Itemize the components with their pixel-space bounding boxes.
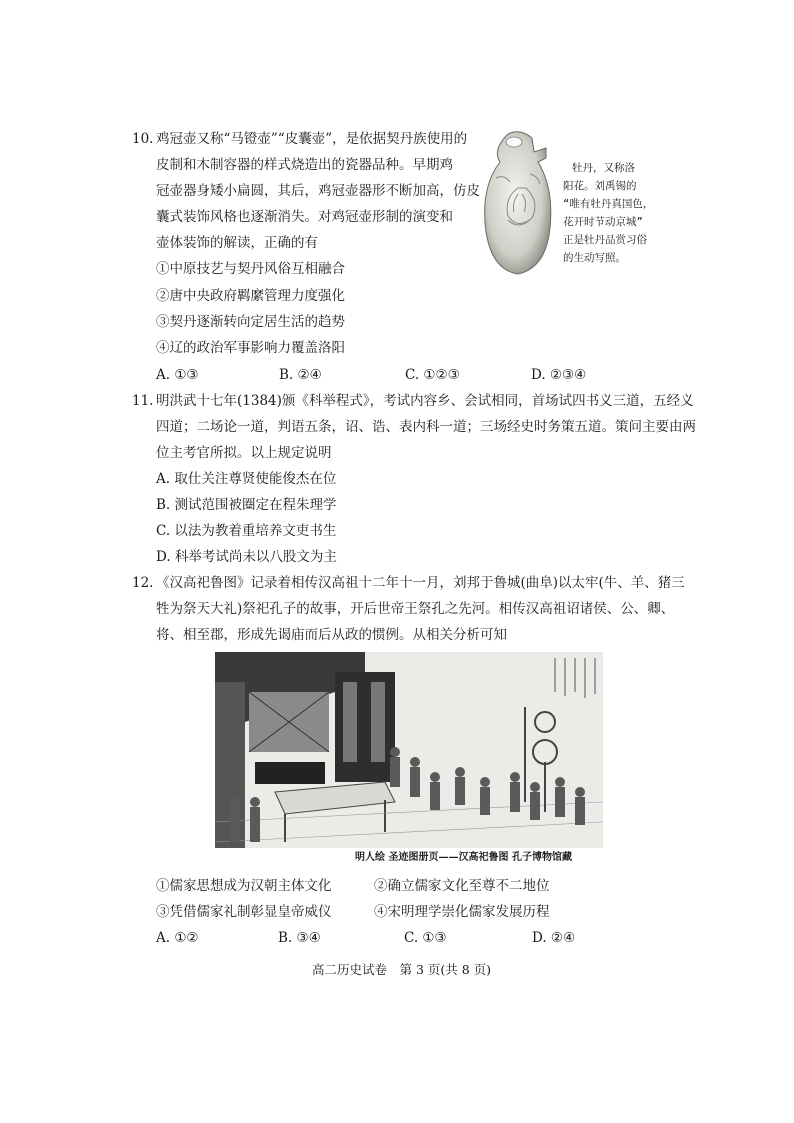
q10-option-3: ③契丹逐渐转向定居生活的趋势 — [156, 314, 345, 330]
q12-answer-c: C. ①③ — [404, 930, 447, 946]
q12-answer-d: D. ②④ — [532, 930, 576, 946]
q10-note-line-6: 的生动写照。 — [563, 252, 626, 264]
painting-caption: 明人绘 圣迹图册页——汉高祀鲁图 孔子博物馆藏 — [355, 852, 572, 863]
q10-option-4: ④辽的政治军事影响力覆盖洛阳 — [156, 340, 345, 356]
q10-note-line-5: 正是牡丹品赏习俗 — [563, 234, 647, 246]
q10-stem-line-5: 壶体装饰的解读，正确的有 — [156, 235, 318, 251]
q10-stem-line-3: 冠壶器身矮小扁圆，其后，鸡冠壶器形不断加高，仿皮 — [156, 183, 480, 199]
q10-answer-a: A. ①③ — [156, 367, 199, 383]
cockscomb-pot-image — [478, 128, 558, 278]
q11-answer-a: A. 取仕关注尊贤使能俊杰在位 — [156, 471, 337, 487]
q11-number: 11. — [132, 393, 154, 409]
q12-stem-line-1: 《汉高祀鲁图》记录着相传汉高祖十二年十一月，刘邦于鲁城(曲阜)以太牢(牛、羊、猪三 — [156, 575, 685, 591]
q12-answer-a: A. ①② — [156, 930, 199, 946]
q11-stem-line-1: 明洪武十七年(1384)颁《科举程式》，考试内容乡、会试相同，首场试四书义三道，五经义 — [156, 393, 694, 409]
q12-option-1: ①儒家思想成为汉朝主体文化 — [156, 878, 332, 894]
q11-answer-d: D. 科举考试尚未以八股文为主 — [156, 549, 337, 565]
q10-option-1: ①中原技艺与契丹风俗互相融合 — [156, 261, 345, 277]
q10-number: 10. — [132, 131, 154, 147]
painting-drawing — [215, 652, 603, 864]
q10-stem-line-4: 囊式装饰风格也逐渐消失。对鸡冠壶形制的演变和 — [156, 209, 453, 225]
q12-option-2: ②确立儒家文化至尊不二地位 — [374, 878, 550, 894]
q10-note-line-2: 阳花。刘禹锡的 — [563, 180, 637, 192]
han-gaozu-sacrifice-painting — [215, 652, 603, 864]
q12-stem-line-2: 牲为祭天大礼)祭祀孔子的故事，开后世帝王祭孔之先河。相传汉高祖诏诸侯、公、卿、 — [156, 601, 675, 617]
q10-stem-line-1: 鸡冠壶又称“马镫壶”“皮囊壶”，是依据契丹族使用的 — [156, 131, 468, 147]
page-footer: 高二历史试卷 第 3 页(共 8 页) — [312, 962, 492, 977]
q10-answer-c: C. ①②③ — [405, 367, 460, 383]
q12-number: 12. — [132, 575, 154, 591]
q10-answer-b: B. ②④ — [279, 367, 322, 383]
q10-note-line-1: 牡丹，又称洛 — [572, 162, 635, 174]
q10-note-line-4: 花开时节动京城” — [563, 216, 643, 228]
q10-stem-line-2: 皮制和木制容器的样式烧造出的瓷器品种。早期鸡 — [156, 157, 453, 173]
q10-answer-d: D. ②③④ — [531, 367, 587, 383]
q11-stem-line-2: 四道；二场论一道，判语五条，诏、诰、表内科一道；三场经史时务策五道。策问主要由两 — [156, 419, 696, 435]
q12-option-4: ④宋明理学崇化儒家发展历程 — [374, 904, 550, 920]
q11-answer-c: C. 以法为教着重培养文吏书生 — [156, 523, 337, 539]
q12-answer-b: B. ③④ — [278, 930, 321, 946]
q12-option-3: ③凭借儒家礼制彰显皇帝威仪 — [156, 904, 332, 920]
q12-stem-line-3: 将、相至郡，形成先谒庙而后从政的惯例。从相关分析可知 — [156, 627, 507, 643]
q10-option-2: ②唐中央政府羁縻管理力度强化 — [156, 288, 345, 304]
q11-answer-b: B. 测试范围被圈定在程朱理学 — [156, 497, 337, 513]
q10-note-line-3: “唯有牡丹真国色， — [563, 198, 654, 210]
q11-stem-line-3: 位主考官所拟。以上规定说明 — [156, 445, 332, 461]
